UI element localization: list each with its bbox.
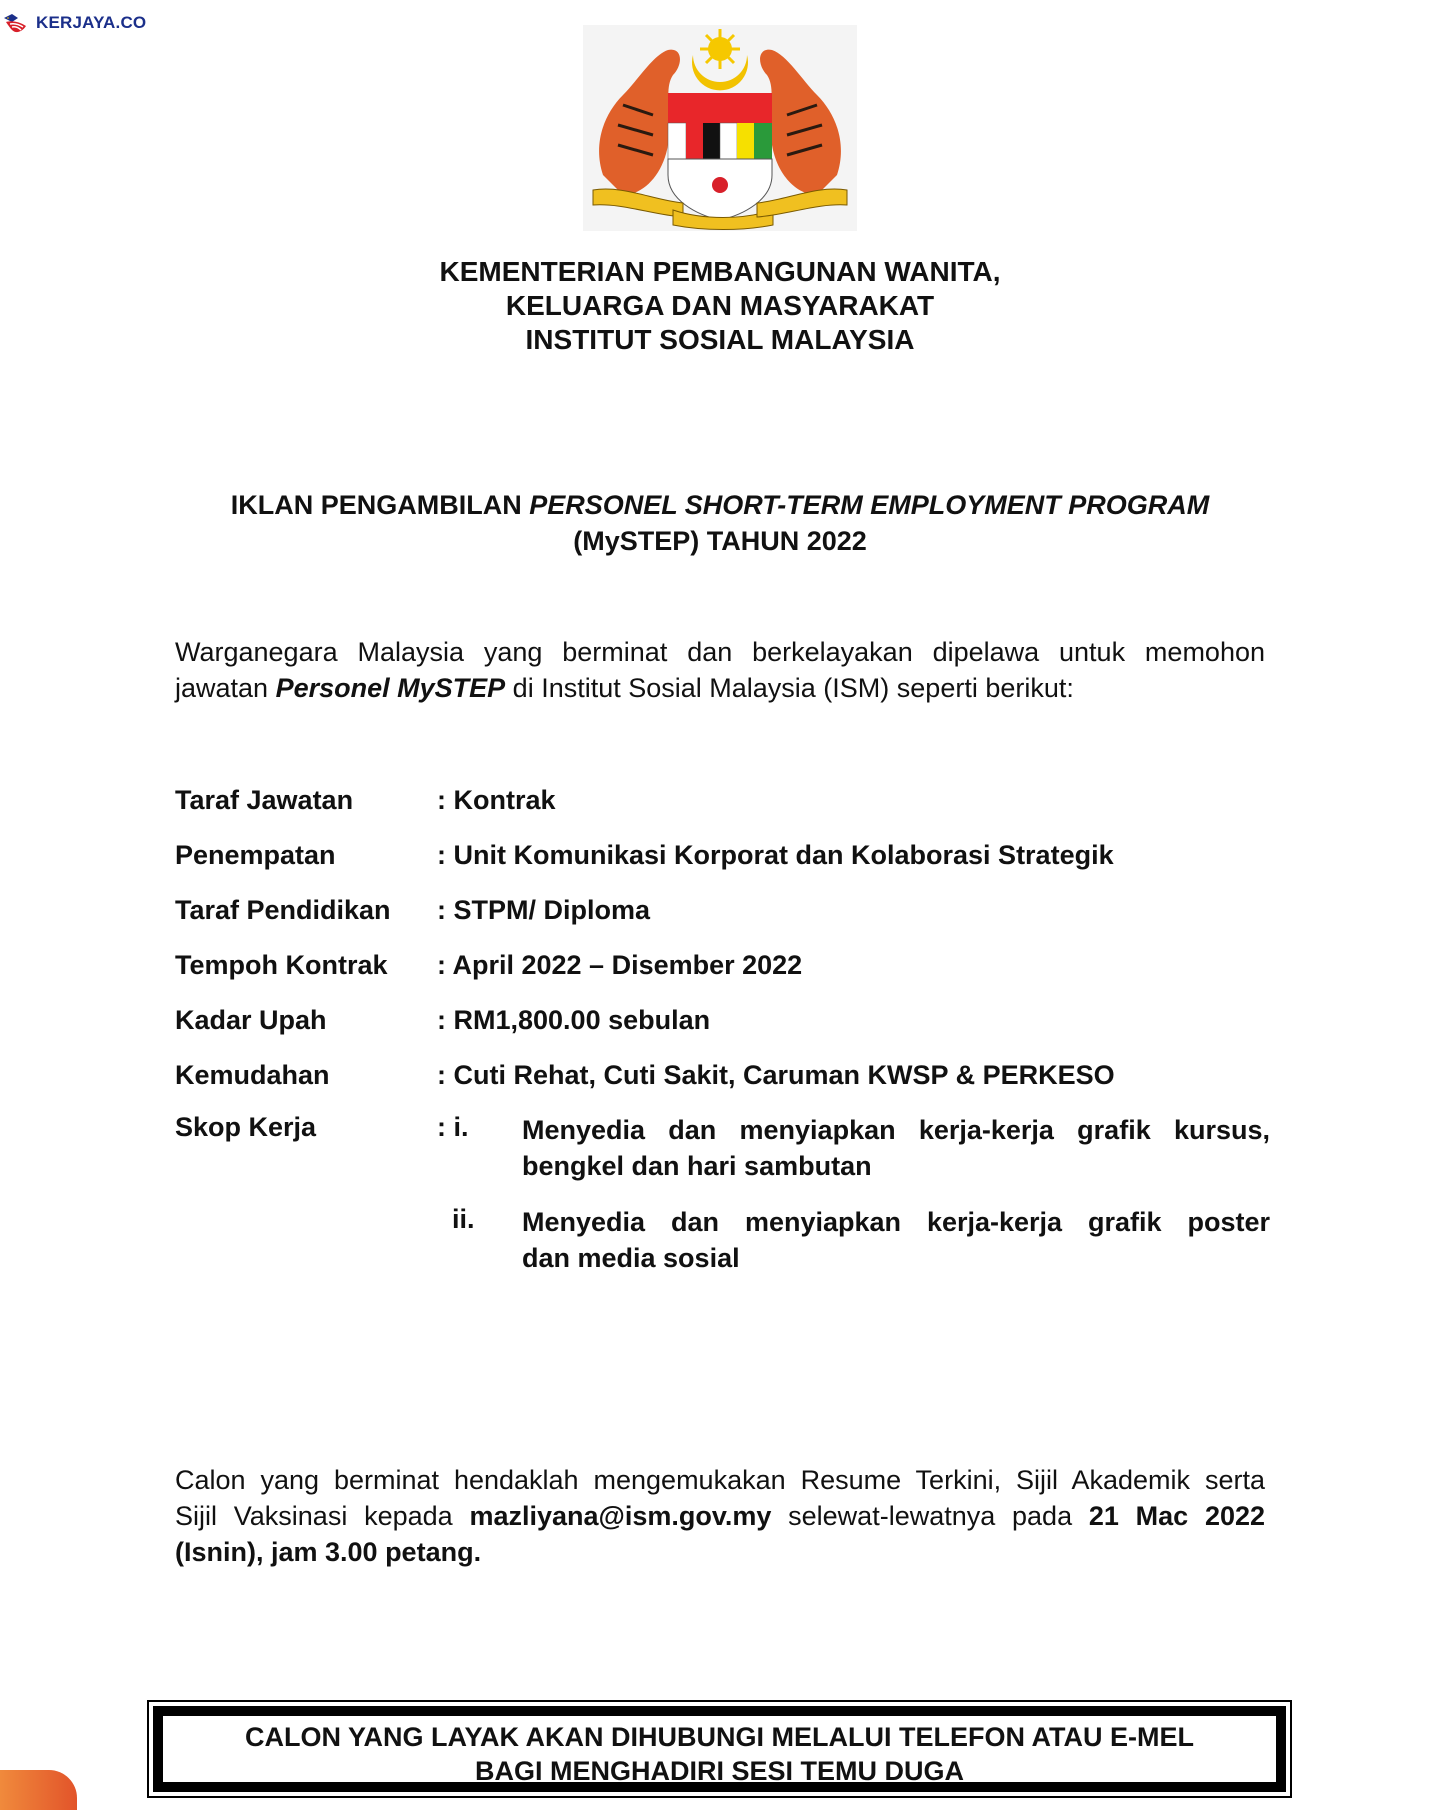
org-line: KEMENTERIAN PEMBANGUNAN WANITA, <box>439 256 1001 287</box>
position-name: Personel MySTEP <box>275 673 506 703</box>
intro-paragraph <box>175 634 1265 706</box>
detail-value: : Unit Komunikasi Korporat dan Kolaborasi Strategik <box>437 840 1114 870</box>
scope-label: Skop Kerja <box>175 1112 317 1142</box>
detail-label: Kemudahan <box>175 1060 330 1090</box>
scope-item-number: : i. <box>437 1112 469 1142</box>
title-prefix: IKLAN PENGAMBILAN <box>230 490 530 520</box>
detail-row <box>175 892 1270 947</box>
detail-row <box>175 1057 1270 1112</box>
deadline-time: (Isnin), jam 3.00 petang. <box>175 1537 482 1567</box>
org-line: INSTITUT SOSIAL MALAYSIA <box>525 324 915 355</box>
title-program-name: PERSONEL SHORT-TERM EMPLOYMENT PROGRAM <box>529 490 1210 520</box>
application-instructions <box>175 1462 1265 1570</box>
detail-row <box>175 837 1270 892</box>
closing-line1: Calon yang berminat hendaklah mengemukakan Resume Terkini, Sijil Akademik serta <box>175 1465 1265 1495</box>
coat-of-arms-icon <box>583 25 857 231</box>
detail-row <box>175 1002 1270 1057</box>
detail-value: : Cuti Rehat, Cuti Sakit, Caruman KWSP & PERKESO <box>437 1060 1115 1090</box>
detail-value: : STPM/ Diploma <box>437 895 651 925</box>
detail-label: Taraf Pendidikan <box>175 895 391 925</box>
closing-line2-prefix: Sijil Vaksinasi kepada <box>175 1501 470 1531</box>
detail-value: : RM1,800.00 sebulan <box>437 1005 711 1035</box>
detail-row <box>175 782 1270 837</box>
detail-label: Taraf Jawatan <box>175 785 354 815</box>
notice-line2: BAGI MENGHADIRI SESI TEMU DUGA <box>474 1756 965 1786</box>
detail-label: Kadar Upah <box>175 1005 327 1035</box>
detail-label: Penempatan <box>175 840 336 870</box>
scope-item-line2: dan media sosial <box>522 1243 740 1273</box>
advertisement-title <box>0 487 1440 559</box>
detail-label: Tempoh Kontrak <box>175 950 388 980</box>
intro-line2-prefix: jawatan <box>175 673 276 703</box>
closing-line2-mid: selewat-lewatnya pada <box>771 1501 1089 1531</box>
title-line2: (MySTEP) TAHUN 2022 <box>573 526 867 556</box>
scope-item-line1: Menyedia dan menyiapkan kerja-kerja grafik kursus, <box>522 1115 1270 1145</box>
scope-item-line2: bengkel dan hari sambutan <box>522 1151 872 1181</box>
org-line: KELUARGA DAN MASYARAKAT <box>505 290 935 321</box>
contact-email[interactable]: mazliyana@ism.gov.my <box>469 1501 772 1531</box>
brand-name: KERJAYA.CO <box>36 13 147 32</box>
orange-corner-tab <box>0 1770 77 1810</box>
notice-line1: CALON YANG LAYAK AKAN DIHUBUNGI MELALUI TELEFON ATAU E-MEL <box>244 1722 1195 1752</box>
kerjaya-watermark <box>2 10 146 36</box>
deadline-date: 21 Mac 2022 <box>1088 1501 1266 1531</box>
malaysia-coat-of-arms <box>583 25 857 231</box>
job-details <box>175 782 1270 1273</box>
organization-heading <box>0 255 1440 357</box>
interview-notice-box <box>147 1700 1292 1798</box>
detail-row <box>175 947 1270 1002</box>
intro-line1: Warganegara Malaysia yang berminat dan berkelayakan dipelawa untuk memohon <box>175 637 1265 667</box>
scope-item-number: ii. <box>452 1204 475 1234</box>
detail-value: : Kontrak <box>437 785 556 815</box>
scope-item-line1: Menyedia dan menyiapkan kerja-kerja grafik poster <box>522 1207 1270 1237</box>
detail-value: : April 2022 – Disember 2022 <box>437 950 803 980</box>
malaysia-flag-heart-icon <box>2 12 32 34</box>
intro-line2-suffix: di Institut Sosial Malaysia (ISM) seperti berikut: <box>505 673 1074 703</box>
